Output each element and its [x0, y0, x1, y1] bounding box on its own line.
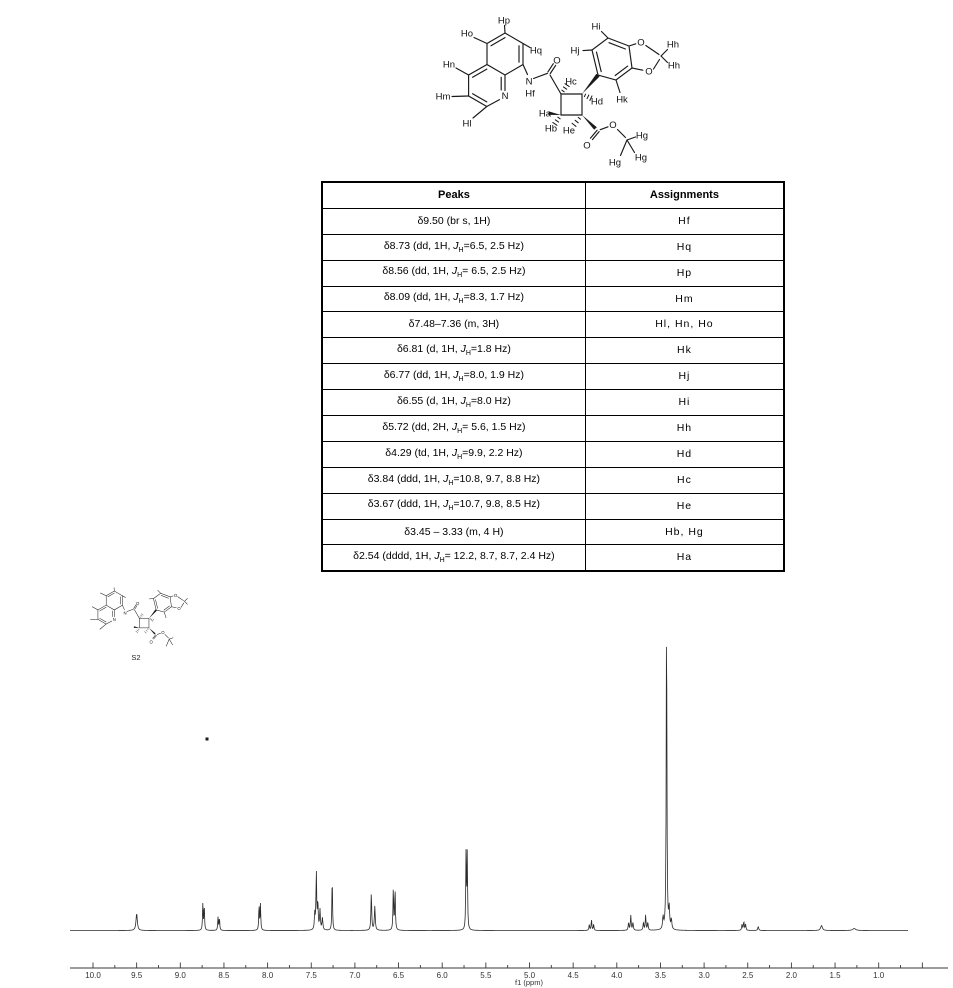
- proton-label: Hq: [529, 45, 543, 57]
- atom-label: O: [149, 639, 153, 645]
- assignment-cell: Hb, Hg: [585, 519, 784, 545]
- peak-cell: δ4.29 (td, 1H, $J_H=9.9$, 2.2 Hz): [322, 441, 585, 467]
- tick-label: 7.0: [349, 971, 361, 980]
- proton-label: Hg: [608, 157, 622, 169]
- assignment-cell: He: [585, 493, 784, 519]
- peak-cell: δ2.54 (dddd, 1H, $J_H= 12.2$, 8.7, 8.7, 2.4 Hz): [322, 545, 585, 571]
- assignment-cell: Hp: [585, 260, 784, 286]
- tick-label: 3.5: [654, 971, 667, 980]
- proton-label: Hm: [435, 91, 451, 103]
- peak-cell: δ7.48–7.36 (m, 3H): [322, 312, 585, 338]
- table-row: [322, 519, 784, 545]
- peak-assignments-table: [321, 181, 785, 572]
- table-row: [322, 441, 784, 467]
- atom-label: O: [645, 66, 653, 78]
- proton-label: Hc: [565, 76, 577, 88]
- tick-label: 5.0: [523, 971, 536, 980]
- assignment-cell: Hm: [585, 286, 784, 312]
- atom-label: O: [177, 606, 181, 612]
- atom-label: O: [637, 37, 645, 49]
- tick-label: 1.0: [873, 971, 885, 980]
- peak-cell: δ3.84 (ddd, 1H, $J_H=10.8$, 9.7, 8.8 Hz): [322, 467, 585, 493]
- assignment-cell: Hd: [585, 441, 784, 467]
- ppm-axis: [70, 963, 948, 981]
- peak-cell: δ8.09 (dd, 1H, $J_H=8.3$, 1.7 Hz): [322, 286, 585, 312]
- table-row: [322, 364, 784, 390]
- table-row: [322, 467, 784, 493]
- tick-label: 3.0: [698, 971, 710, 980]
- peak-cell: δ3.45 – 3.33 (m, 4 H): [322, 519, 585, 545]
- assignment-cell: Hc: [585, 467, 784, 493]
- atom-label: N: [525, 76, 533, 88]
- table-row: [322, 390, 784, 416]
- proton-label: Hk: [616, 94, 628, 106]
- column-header-peaks: Peaks: [322, 182, 585, 208]
- proton-label: Hg: [634, 152, 648, 164]
- tick-label: 6.0: [436, 971, 448, 980]
- proton-label: Hf: [525, 88, 535, 100]
- table-row: [322, 338, 784, 364]
- proton-label: Hg: [635, 130, 649, 142]
- column-header-assignments: Assignments: [585, 182, 784, 208]
- tick-label: 4.5: [567, 971, 579, 980]
- tick-label: 2.0: [785, 971, 797, 980]
- peak-cell: δ3.67 (ddd, 1H, $J_H=10.7$, 9.8, 8.5 Hz): [322, 493, 585, 519]
- assignment-cell: Hf: [585, 208, 784, 234]
- proton-label: Hj: [570, 45, 580, 57]
- proton-label: Hl: [462, 118, 472, 130]
- peak-cell: δ6.55 (d, 1H, $J_H=8.0$ Hz): [322, 390, 585, 416]
- tick-label: 6.5: [392, 971, 405, 980]
- axis-label: f1 (ppm): [515, 978, 543, 987]
- atom-label: O: [609, 120, 617, 131]
- atom-label: O: [136, 601, 140, 607]
- nmr-spectrum: [0, 560, 953, 988]
- assignment-cell: Hj: [585, 364, 784, 390]
- table-row: [322, 234, 784, 260]
- peak-cell: δ8.73 (dd, 1H, $J_H=6.5$, 2.5 Hz): [322, 234, 585, 260]
- structure-atom-labels: [436, 16, 680, 169]
- atom-label: O: [583, 140, 591, 152]
- proton-label: Hn: [442, 59, 456, 71]
- tick-label: 1.5: [829, 971, 841, 980]
- proton-label: Hd: [590, 96, 604, 108]
- assignment-cell: Hq: [585, 234, 784, 260]
- peak-cell: δ6.81 (d, 1H, $J_H=1.8$ Hz): [322, 338, 585, 364]
- peak-cell: δ6.77 (dd, 1H, $J_H=8.0$, 1.9 Hz): [322, 364, 585, 390]
- compound-id-label: S2: [131, 653, 141, 662]
- tick-label: 9.0: [174, 971, 186, 980]
- assignment-cell: Hi: [585, 390, 784, 416]
- atom-label: N: [123, 610, 127, 616]
- tick-label: 5.5: [480, 971, 492, 980]
- table-row: [322, 260, 784, 286]
- proton-label: Hp: [497, 15, 511, 27]
- proton-label: Hh: [667, 60, 681, 72]
- peak-cell: δ8.56 (dd, 1H, $J_H= 6.5$, 2.5 Hz): [322, 260, 585, 286]
- tick-label: 4.0: [611, 971, 623, 980]
- table-row: [322, 493, 784, 519]
- tick-label: 2.5: [742, 971, 754, 980]
- nmr-trace: [70, 647, 908, 931]
- table-header-row: [322, 182, 784, 208]
- assignment-cell: Hh: [585, 416, 784, 442]
- proton-label: Hb: [544, 123, 558, 135]
- inset-structure: [90, 588, 187, 662]
- tick-label: 10.0: [85, 971, 101, 980]
- atom-label: N: [112, 617, 116, 623]
- table-row: [322, 286, 784, 312]
- assignment-cell: Ha: [585, 545, 784, 571]
- proton-label: Ha: [538, 108, 552, 120]
- ink-speck: [206, 738, 209, 741]
- tick-label: 9.5: [131, 971, 143, 980]
- table-row: [322, 208, 784, 234]
- table-row: [322, 416, 784, 442]
- tick-label: 8.5: [218, 971, 230, 980]
- proton-label: He: [562, 125, 576, 137]
- atom-label: N: [501, 91, 509, 102]
- proton-label: Ho: [460, 28, 474, 40]
- peak-cell: δ9.50 (br s, 1H): [322, 208, 585, 234]
- assignments-table-body: [322, 208, 784, 571]
- atom-label: O: [161, 630, 165, 636]
- tick-label: 8.0: [262, 971, 274, 980]
- assignment-cell: Hk: [585, 338, 784, 364]
- atom-label: O: [173, 593, 178, 598]
- assignment-cell: Hl, Hn, Ho: [585, 312, 784, 338]
- table-row: [322, 312, 784, 338]
- atom-label: O: [553, 55, 561, 67]
- tick-label: 7.5: [305, 971, 317, 980]
- proton-label: Hh: [666, 39, 680, 51]
- molecular-structure: [375, 5, 685, 180]
- proton-label: Hi: [591, 21, 601, 33]
- peak-cell: δ5.72 (dd, 2H, $J_H= 5.6$, 1.5 Hz): [322, 416, 585, 442]
